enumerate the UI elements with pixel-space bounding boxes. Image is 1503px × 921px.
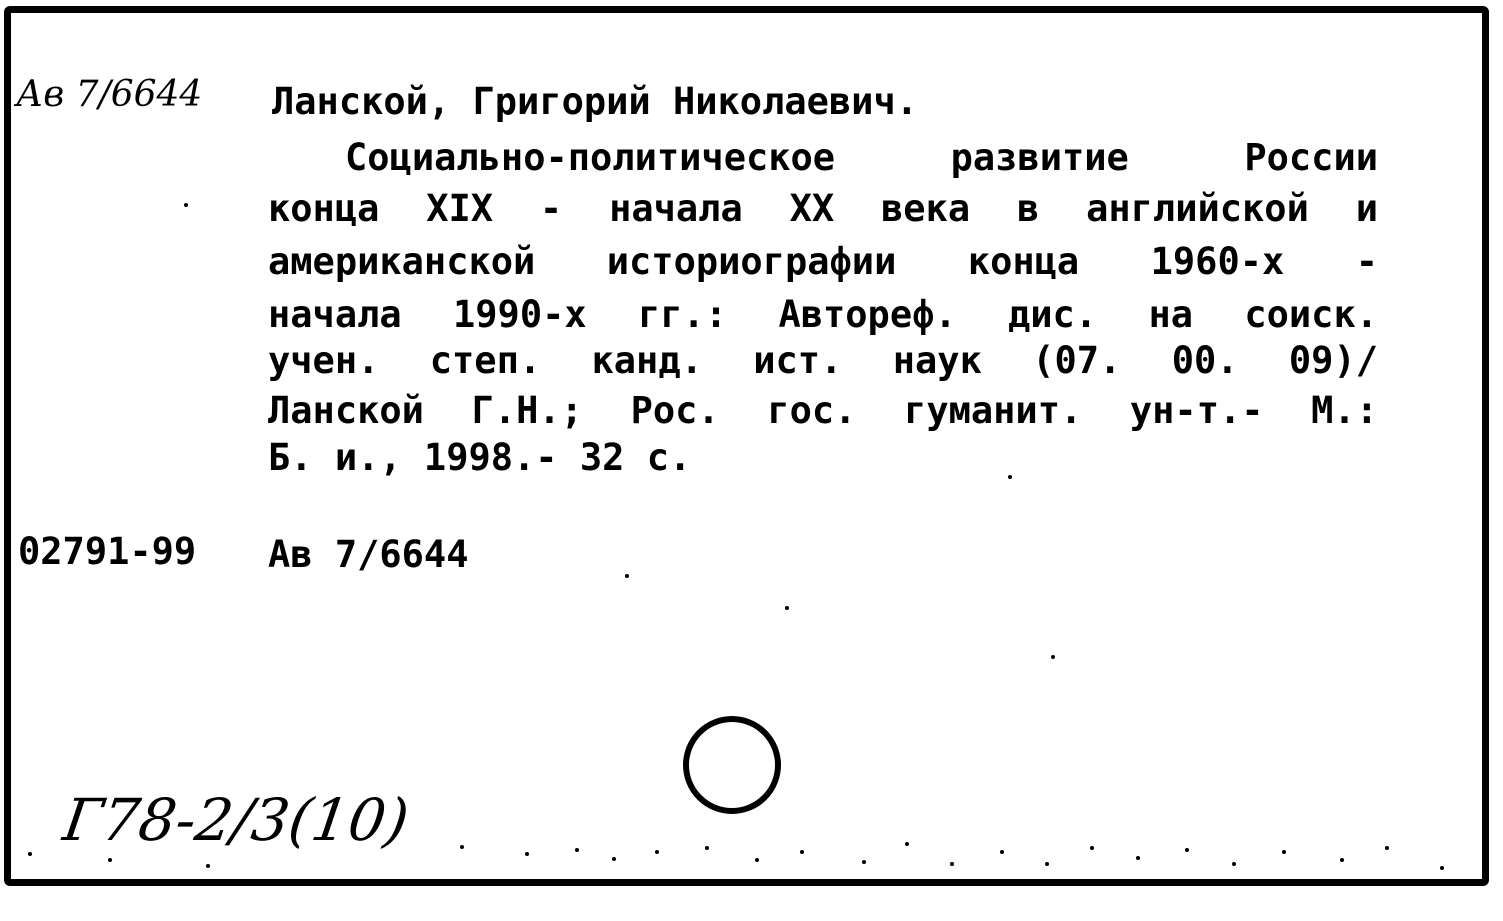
accession-number: 02791-99 xyxy=(18,530,197,573)
punch-hole xyxy=(683,716,781,814)
description-line-4: начала 1990-х гг.: Автореф. дис. на соиск. xyxy=(268,293,1378,336)
description-line-5: учен. степ. канд. ист. наук (07. 00. 09)/ xyxy=(268,339,1378,382)
description-line-6: Ланской Г.Н.; Рос. гос. гуманит. ун-т.- М.: xyxy=(268,389,1378,432)
author-heading: Ланской, Григорий Николаевич. xyxy=(272,80,919,123)
handwritten-index: Г78-2/3(10) xyxy=(59,786,413,854)
description-line-1: Социально-политическое развитие России xyxy=(345,136,1378,179)
handwritten-call-number: Ав 7/6644 xyxy=(16,74,203,115)
description-line-3: американской историографии конца 1960-х - xyxy=(268,240,1378,283)
description-line-7: Б. и., 1998.- 32 с. xyxy=(268,436,692,479)
description-line-2: конца XIX - начала XX века в английской и xyxy=(268,187,1378,230)
shelf-mark: Ав 7/6644 xyxy=(268,533,469,576)
